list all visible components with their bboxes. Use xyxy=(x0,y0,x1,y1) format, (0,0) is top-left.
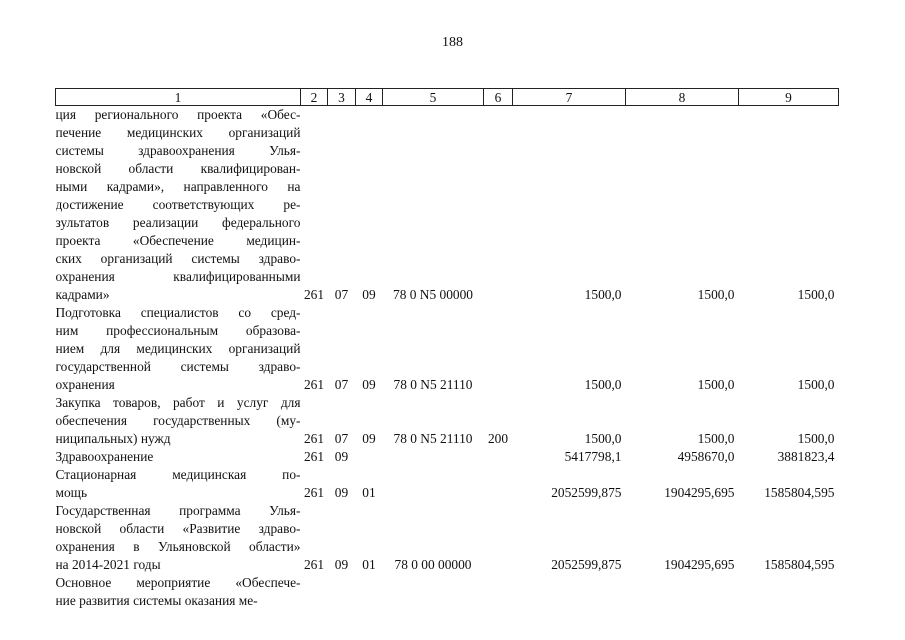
row-name-line xyxy=(56,142,301,160)
row-name-line xyxy=(56,520,301,538)
subsection-code-cell: 01 xyxy=(362,485,376,500)
subsection-code-cell xyxy=(356,448,383,466)
row-name-line-text: нием для медицинских организаций xyxy=(55,341,301,356)
expense-type-code-cell xyxy=(484,502,513,574)
row-name-line-text: проекта «Обеспечение медицин- xyxy=(55,233,301,248)
row-name-line-text: охранения квалифицированными xyxy=(55,269,301,284)
row-name-line xyxy=(56,124,301,142)
row-name-line-text: Здравоохранение xyxy=(55,449,154,464)
amount-col-9-cell: 1500,0 xyxy=(797,431,835,446)
row-name-line-text: ских организаций системы здраво- xyxy=(55,251,301,266)
row-name-line xyxy=(56,502,301,520)
expense-type-code-cell xyxy=(484,106,513,305)
table-row xyxy=(56,394,839,448)
amount-col-9-cell: 1585804,595 xyxy=(764,557,835,572)
section-code-cell: 07 xyxy=(334,287,349,302)
row-name-line-text: государственной системы здраво- xyxy=(55,359,301,374)
header-cell-6: 6 xyxy=(484,89,513,106)
row-name-line-text: на 2014-2021 годы xyxy=(55,557,161,572)
row-name-line xyxy=(56,286,301,304)
grbs-code-cell xyxy=(301,574,328,610)
section-code-cell: 09 xyxy=(334,557,349,572)
row-name-cell xyxy=(56,448,301,466)
header-row xyxy=(56,89,839,106)
header-cell-3: 3 xyxy=(328,89,356,106)
row-name-line xyxy=(56,232,301,250)
header-cell-2: 2 xyxy=(301,89,328,106)
amount-col-9-cell: 1585804,595 xyxy=(764,485,835,500)
row-name-cell xyxy=(56,466,301,502)
target-article-code-cell xyxy=(383,466,484,502)
row-name-line-text: ниципальных) нужд xyxy=(55,431,171,446)
row-name-line-text: новской области квалифицирован- xyxy=(55,161,301,176)
header-cell-1: 1 xyxy=(56,89,301,106)
page-number: 188 xyxy=(442,35,463,50)
row-name-line-text: Основное мероприятие «Обеспече- xyxy=(55,575,301,590)
amount-col-9-cell xyxy=(739,574,839,610)
row-name-line xyxy=(56,394,301,412)
grbs-code-cell: 261 xyxy=(303,377,325,392)
row-name-line xyxy=(56,358,301,376)
subsection-code-cell: 09 xyxy=(362,287,376,302)
row-name-line xyxy=(56,556,301,574)
row-name-line xyxy=(56,538,301,556)
row-name-line xyxy=(56,304,301,322)
grbs-code-cell: 261 xyxy=(303,449,325,464)
amount-col-9-cell: 3881823,4 xyxy=(777,449,835,464)
row-name-cell xyxy=(56,502,301,574)
row-name-line xyxy=(56,448,301,466)
grbs-code-cell: 261 xyxy=(303,287,325,302)
amount-col-8-cell: 1500,0 xyxy=(697,287,735,302)
table-row xyxy=(56,466,839,502)
expense-type-code-cell xyxy=(484,574,513,610)
row-name-line-text: охранения в Ульяновской области» xyxy=(55,539,301,554)
row-name-line-text: ние развития системы оказания ме- xyxy=(55,593,258,608)
subsection-code-cell: 09 xyxy=(362,377,376,392)
row-name-line-text: печение медицинских организаций xyxy=(55,125,301,140)
amount-col-7-cell: 1500,0 xyxy=(584,377,622,392)
row-name-line xyxy=(56,160,301,178)
target-article-code-cell xyxy=(383,574,484,610)
section-code-cell: 09 xyxy=(334,449,349,464)
target-article-code-cell xyxy=(383,448,484,466)
amount-col-8-cell xyxy=(626,574,739,610)
row-name-line xyxy=(56,214,301,232)
amount-col-7-cell: 2052599,875 xyxy=(551,557,622,572)
amount-col-7-cell xyxy=(513,574,626,610)
table-row xyxy=(56,448,839,466)
amount-col-8-cell: 1500,0 xyxy=(697,377,735,392)
row-name-line-text: ными кадрами», направленного на xyxy=(55,179,301,194)
amount-col-7-cell: 5417798,1 xyxy=(564,449,622,464)
grbs-code-cell: 261 xyxy=(303,557,325,572)
expense-type-code-cell: 200 xyxy=(487,431,509,446)
row-name-line xyxy=(56,106,301,124)
header-cell-5: 5 xyxy=(383,89,484,106)
grbs-code-cell: 261 xyxy=(303,485,325,500)
section-code-cell: 09 xyxy=(334,485,349,500)
amount-col-7-cell: 2052599,875 xyxy=(551,485,622,500)
amount-col-8-cell: 1904295,695 xyxy=(664,557,735,572)
row-name-cell xyxy=(56,394,301,448)
table-body xyxy=(56,106,839,611)
target-article-code-cell: 78 0 N5 21110 xyxy=(393,431,473,446)
expense-type-code-cell xyxy=(484,448,513,466)
section-code-cell: 07 xyxy=(334,377,349,392)
row-name-line xyxy=(56,322,301,340)
section-code-cell xyxy=(328,574,356,610)
target-article-code-cell: 78 0 N5 00000 xyxy=(393,287,473,302)
section-code-cell: 07 xyxy=(334,431,349,446)
row-name-line xyxy=(56,376,301,394)
row-name-line-text: обеспечения государственных (му- xyxy=(55,413,301,428)
row-name-cell xyxy=(56,106,301,305)
budget-table xyxy=(55,88,839,610)
row-name-line xyxy=(56,250,301,268)
row-name-line-text: Государственная программа Улья- xyxy=(55,503,301,518)
row-name-line xyxy=(56,412,301,430)
header-cell-8: 8 xyxy=(626,89,739,106)
grbs-code-cell: 261 xyxy=(303,431,325,446)
subsection-code-cell xyxy=(356,574,383,610)
row-name-line-text: ним профессиональным образова- xyxy=(55,323,301,338)
amount-col-9-cell: 1500,0 xyxy=(797,287,835,302)
row-name-line-text: Подготовка специалистов со сред- xyxy=(55,305,301,320)
header-cell-4: 4 xyxy=(356,89,383,106)
row-name-line xyxy=(56,196,301,214)
row-name-line xyxy=(56,484,301,502)
row-name-line-text: новской области «Развитие здраво- xyxy=(55,521,301,536)
row-name-line xyxy=(56,466,301,484)
row-name-line-text: Закупка товаров, работ и услуг для xyxy=(55,395,301,410)
subsection-code-cell: 01 xyxy=(362,557,376,572)
row-name-line xyxy=(56,574,301,592)
header-cell-9: 9 xyxy=(739,89,839,106)
header-cell-7: 7 xyxy=(513,89,626,106)
amount-col-7-cell: 1500,0 xyxy=(584,287,622,302)
table-row xyxy=(56,304,839,394)
target-article-code-cell: 78 0 N5 21110 xyxy=(393,377,473,392)
subsection-code-cell: 09 xyxy=(362,431,376,446)
expense-type-code-cell xyxy=(484,466,513,502)
row-name-cell xyxy=(56,304,301,394)
row-name-line-text: Стационарная медицинская по- xyxy=(55,467,301,482)
row-name-line xyxy=(56,592,301,610)
row-name-cell xyxy=(56,574,301,610)
row-name-line-text: достижение соответствующих ре- xyxy=(55,197,301,212)
table-row xyxy=(56,574,839,610)
row-name-line-text: ция регионального проекта «Обес- xyxy=(55,107,301,122)
amount-col-9-cell: 1500,0 xyxy=(797,377,835,392)
amount-col-8-cell: 1904295,695 xyxy=(664,485,735,500)
amount-col-7-cell: 1500,0 xyxy=(584,431,622,446)
target-article-code-cell: 78 0 00 00000 xyxy=(394,557,472,572)
row-name-line-text: мощь xyxy=(55,485,88,500)
row-name-line-text: зультатов реализации федерального xyxy=(55,215,301,230)
table-row xyxy=(56,106,839,305)
row-name-line xyxy=(56,430,301,448)
row-name-line-text: системы здравоохранения Улья- xyxy=(55,143,301,158)
row-name-line-text: кадрами» xyxy=(55,287,110,302)
table-row xyxy=(56,502,839,574)
row-name-line xyxy=(56,178,301,196)
row-name-line-text: охранения xyxy=(55,377,115,392)
row-name-line xyxy=(56,268,301,286)
amount-col-8-cell: 1500,0 xyxy=(697,431,735,446)
row-name-line xyxy=(56,340,301,358)
expense-type-code-cell xyxy=(484,304,513,394)
amount-col-8-cell: 4958670,0 xyxy=(677,449,735,464)
